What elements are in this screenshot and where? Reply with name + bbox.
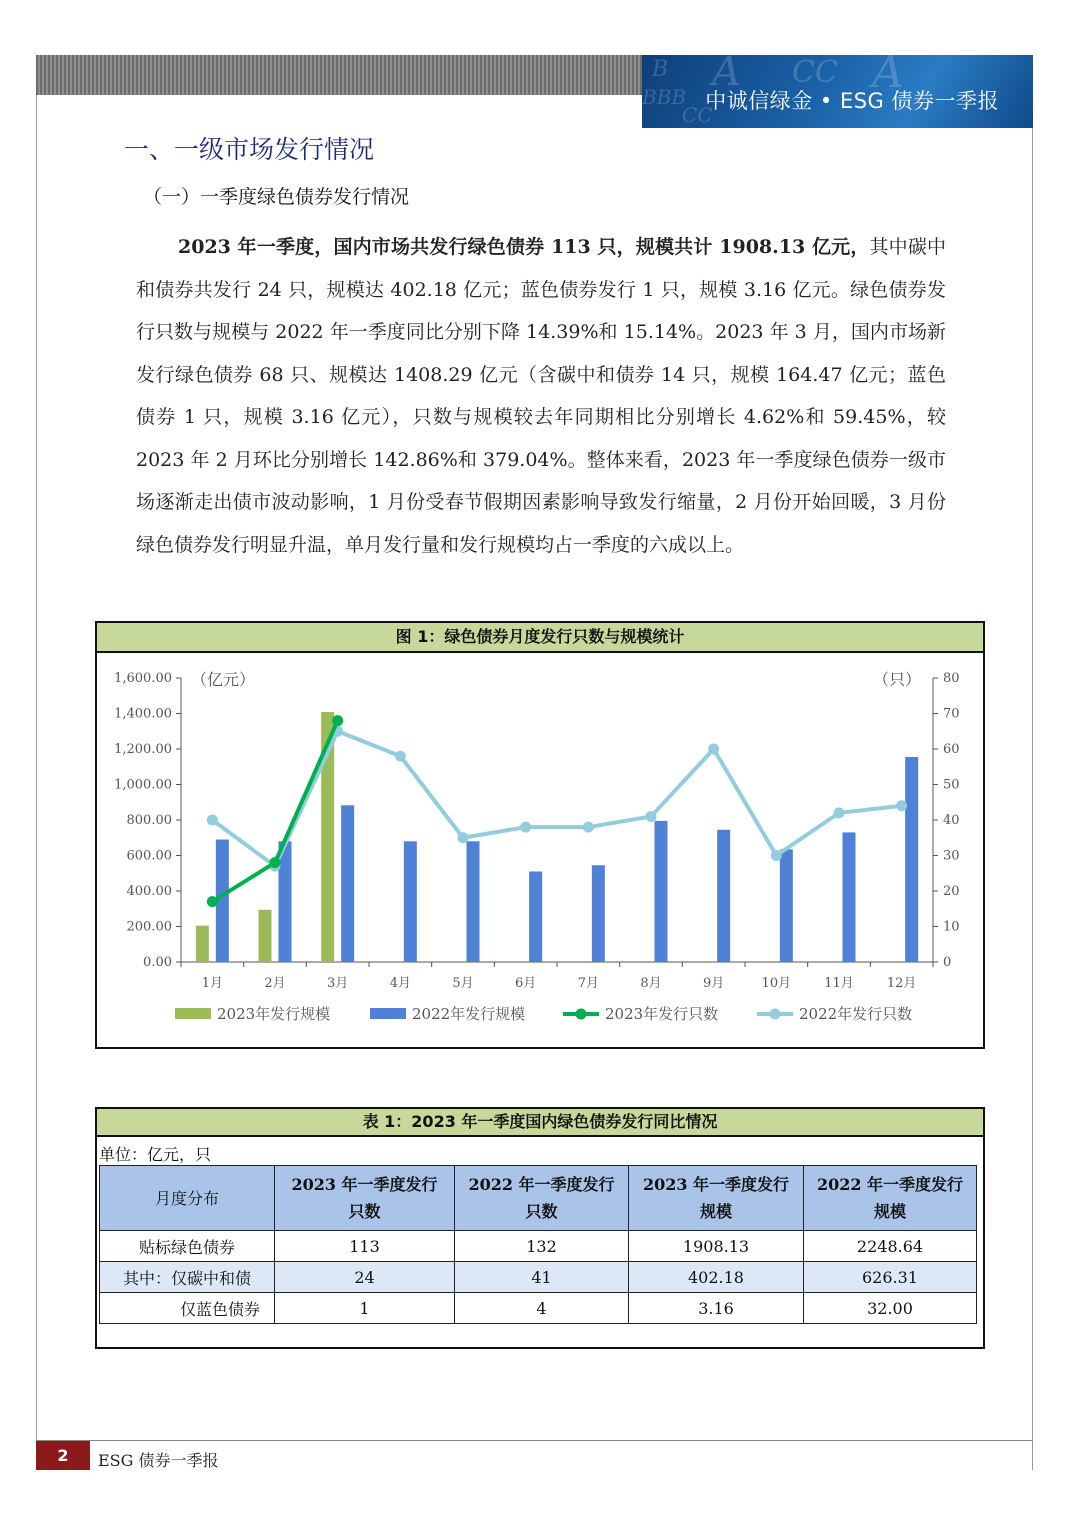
table-header-cell: 2023 年一季度发行 只数 xyxy=(275,1166,455,1231)
point-2022-count xyxy=(520,822,531,833)
x-axis-tick-label: 5月 xyxy=(452,976,474,991)
x-axis-tick-label: 10月 xyxy=(761,976,792,991)
point-2022-count xyxy=(458,832,469,843)
figure-title: 图 1：绿色债券月度发行只数与规模统计 xyxy=(97,623,983,653)
legend-label: 2022年发行规模 xyxy=(412,1005,526,1023)
paragraph-lead: 2023 年一季度，国内市场共发行绿色债券 113 只，规模共计 1908.13 亿元， xyxy=(178,236,870,258)
figure-box xyxy=(95,621,985,1049)
x-axis-tick-label: 8月 xyxy=(640,976,662,991)
table-cell: 626.31 xyxy=(804,1262,977,1293)
x-axis-tick-label: 12月 xyxy=(886,976,917,991)
bar-2022-scale xyxy=(780,849,793,962)
table-cell: 1908.13 xyxy=(629,1231,804,1262)
header-banner xyxy=(642,55,1033,128)
x-axis-tick-label: 4月 xyxy=(389,976,411,991)
line-2022-count xyxy=(212,731,901,866)
left-axis-tick-label: 1,400.00 xyxy=(114,706,172,722)
bar-2022-scale xyxy=(279,841,292,962)
legend-swatch xyxy=(175,1008,211,1019)
banner-decoration: CC xyxy=(682,103,713,127)
footer-divider xyxy=(36,1440,1033,1441)
banner-decoration: B xyxy=(652,57,669,82)
left-axis-tick-label: 0.00 xyxy=(143,955,172,970)
bar-2022-scale xyxy=(404,841,417,962)
bond-issuance-chart xyxy=(97,653,983,1047)
legend-label: 2023年发行规模 xyxy=(217,1005,331,1023)
bar-2022-scale xyxy=(529,871,542,962)
legend-marker xyxy=(770,1009,781,1020)
page-number: 2 xyxy=(36,1441,90,1470)
legend-label: 2023年发行只数 xyxy=(605,1005,719,1023)
bar-2022-scale xyxy=(655,821,668,962)
bar-2022-scale xyxy=(467,841,480,962)
banner-decoration: CC xyxy=(792,55,838,90)
table-header-cell: 2023 年一季度发行 规模 xyxy=(629,1166,804,1231)
table-cell: 其中：仅碳中和债 xyxy=(100,1262,275,1293)
table-header-cell: 月度分布 xyxy=(100,1166,275,1231)
point-2022-count xyxy=(395,751,406,762)
table-cell: 402.18 xyxy=(629,1262,804,1293)
table-box xyxy=(95,1107,985,1349)
table-row xyxy=(100,1262,977,1293)
banner-decoration: A xyxy=(872,55,904,98)
table-cell: 41 xyxy=(455,1262,629,1293)
x-axis-tick-label: 6月 xyxy=(515,976,537,991)
left-axis-tick-label: 200.00 xyxy=(126,919,172,935)
table-unit: 单位：亿元，只 xyxy=(99,1145,212,1164)
right-axis-tick-label: 60 xyxy=(943,742,960,757)
x-axis-tick-label: 7月 xyxy=(577,976,599,991)
point-2022-count xyxy=(896,800,907,811)
table-cell: 32.00 xyxy=(804,1293,977,1324)
left-axis-unit: （亿元） xyxy=(191,670,256,689)
table-cell: 24 xyxy=(275,1262,455,1293)
table-cell: 2248.64 xyxy=(804,1231,977,1262)
table-row xyxy=(100,1231,977,1262)
bar-2023-scale xyxy=(196,926,209,962)
table-cell: 132 xyxy=(455,1231,629,1262)
legend-marker xyxy=(576,1009,587,1020)
x-axis-tick-label: 9月 xyxy=(703,976,725,991)
left-axis-tick-label: 800.00 xyxy=(126,813,172,828)
left-axis-tick-label: 1,600.00 xyxy=(114,671,172,686)
point-2023-count xyxy=(207,896,218,907)
bar-2022-scale xyxy=(341,805,354,962)
point-2023-count xyxy=(270,857,281,868)
point-2022-count xyxy=(771,850,782,861)
table-cell: 113 xyxy=(275,1231,455,1262)
point-2023-count xyxy=(332,715,343,726)
x-axis-tick-label: 2月 xyxy=(264,976,286,991)
table-cell: 4 xyxy=(455,1293,629,1324)
point-2022-count xyxy=(583,822,594,833)
bar-2022-scale xyxy=(592,865,605,962)
bar-2022-scale xyxy=(216,840,229,962)
legend-swatch xyxy=(370,1008,406,1019)
right-axis-tick-label: 0 xyxy=(943,955,952,970)
table-cell: 仅蓝色债券 xyxy=(100,1293,275,1324)
right-axis-tick-label: 50 xyxy=(943,777,960,793)
table-title: 表 1：2023 年一季度国内绿色债券发行同比情况 xyxy=(97,1109,983,1137)
header-stripe-band xyxy=(36,55,642,95)
bar-2022-scale xyxy=(843,832,856,962)
point-2022-count xyxy=(646,811,657,822)
point-2022-count xyxy=(834,807,845,818)
left-axis-tick-label: 1,000.00 xyxy=(114,777,172,793)
left-axis-tick-label: 600.00 xyxy=(126,848,172,864)
right-axis-unit: （只） xyxy=(872,670,921,689)
table-cell: 贴标绿色债券 xyxy=(100,1231,275,1262)
subsection-heading: （一）一季度绿色债券发行情况 xyxy=(143,186,410,208)
body-paragraph xyxy=(136,226,946,566)
line-2023-count xyxy=(212,721,337,902)
table-cell: 1 xyxy=(275,1293,455,1324)
right-axis-tick-label: 20 xyxy=(943,884,960,899)
right-axis-tick-label: 80 xyxy=(943,671,960,686)
banner-decoration: A xyxy=(712,55,741,95)
bar-2022-scale xyxy=(717,830,730,962)
right-axis-tick-label: 30 xyxy=(943,848,960,864)
table-header-cell: 2022 年一季度发行 只数 xyxy=(455,1166,629,1231)
bar-2023-scale xyxy=(259,910,272,962)
point-2022-count xyxy=(708,744,719,755)
right-axis-tick-label: 70 xyxy=(943,706,960,722)
paragraph-text: 其中碳中和债券共发行 24 只，规模达 402.18 亿元；蓝色债券发行 1 只，规模 3.16 亿元。绿色债券发行只数与规模与 2022 年一季度同比分别下降 14.39%和 15.14%。2023 年 3 月，国内市场新发行绿色债券 68 只、规模达 1408.29 亿元（含碳中和债券 14 只，规模 164.47 亿元；蓝色债券 1 只，规模 3.16 亿元），只数与规模较去年同期相比分别增长 4.62%和 59.45%，较 2023 年 2 月环比分别增长 142.86%和 379.04%。整体来看，2023 年一季度绿色债券一级市场逐渐走出债市波动影响，1 月份受春节假期因素影响导致发行缩量，2 月份开始回暖，3 月份绿色债券发行明显升温，单月发行量和发行规模均占一季度的六成以上。 xyxy=(136,236,946,556)
table-cell: 3.16 xyxy=(629,1293,804,1324)
right-axis-tick-label: 40 xyxy=(943,813,960,828)
bar-2022-scale xyxy=(905,757,918,962)
x-axis-tick-label: 1月 xyxy=(201,976,223,991)
table-header-row xyxy=(100,1166,977,1231)
legend-label: 2022年发行只数 xyxy=(799,1005,913,1023)
left-axis-tick-label: 1,200.00 xyxy=(114,742,172,757)
table-header-cell: 2022 年一季度发行 规模 xyxy=(804,1166,977,1231)
banner-title: 中诚信绿金 • ESG 债券一季报 xyxy=(705,89,999,113)
point-2022-count xyxy=(207,815,218,826)
right-axis-tick-label: 10 xyxy=(943,919,960,935)
x-axis-tick-label: 3月 xyxy=(327,976,349,991)
x-axis-tick-label: 11月 xyxy=(824,976,854,991)
left-axis-tick-label: 400.00 xyxy=(126,884,172,899)
footer-title: ESG 债券一季报 xyxy=(98,1451,219,1470)
section-heading: 一、一级市场发行情况 xyxy=(124,135,375,164)
issuance-table xyxy=(99,1165,977,1324)
table-row xyxy=(100,1293,977,1324)
banner-decoration: BBB xyxy=(642,85,687,109)
